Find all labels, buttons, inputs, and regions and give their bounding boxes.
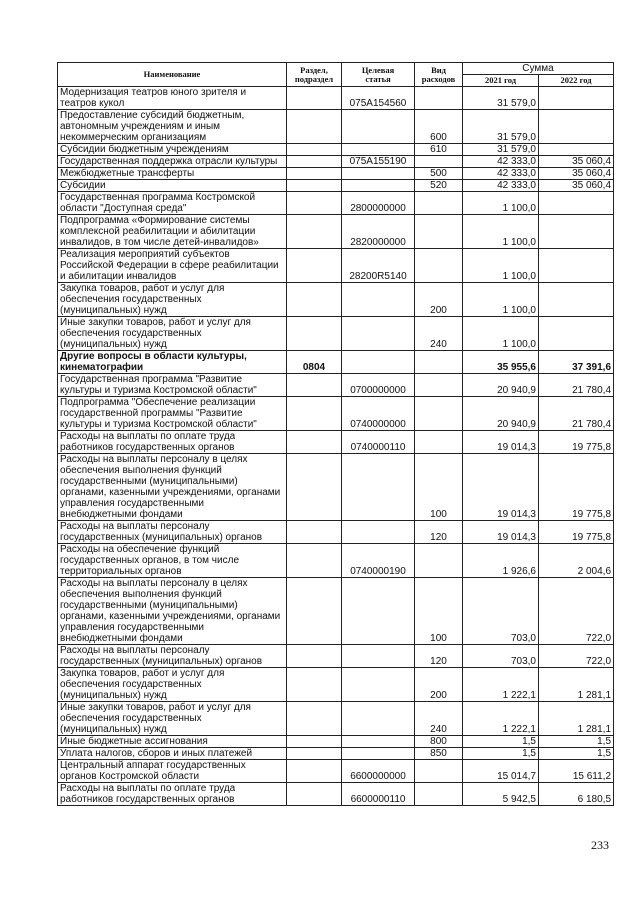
row-sum-2022: 21 780,4 <box>539 397 614 431</box>
table-row <box>58 748 614 760</box>
row-section <box>287 431 342 454</box>
row-sum-2022: 1,5 <box>539 736 614 748</box>
row-target-code <box>342 748 415 760</box>
row-section <box>287 283 342 317</box>
row-target-code <box>342 283 415 317</box>
row-target-code: 0700000000 <box>342 374 415 397</box>
row-name: Межбюджетные трансферты <box>58 168 287 180</box>
row-sum-2021: 31 579,0 <box>463 110 539 144</box>
row-section <box>287 748 342 760</box>
row-sum-2021: 1 222,1 <box>463 668 539 702</box>
row-sum-2022: 722,0 <box>539 645 614 668</box>
row-expense-type: 800 <box>415 736 463 748</box>
header-name: Наименование <box>58 63 287 87</box>
row-name: Субсидии <box>58 180 287 192</box>
row-expense-type <box>415 249 463 283</box>
row-target-code <box>342 702 415 736</box>
table-row <box>58 702 614 736</box>
header-target: Целевая статья <box>342 63 415 87</box>
row-expense-type: 610 <box>415 144 463 156</box>
row-sum-2021: 1 100,0 <box>463 317 539 351</box>
table-row <box>58 144 614 156</box>
row-target-code: 6600000000 <box>342 760 415 783</box>
row-target-code <box>342 351 415 374</box>
row-section <box>287 397 342 431</box>
row-sum-2022 <box>539 317 614 351</box>
row-target-code <box>342 645 415 668</box>
row-target-code: 075A155190 <box>342 156 415 168</box>
row-section <box>287 168 342 180</box>
row-target-code: 2800000000 <box>342 192 415 215</box>
row-expense-type: 200 <box>415 283 463 317</box>
row-name: Подпрограмма «Формирование системы комплексной реабилитации и абилитации инвалидов, в том числе детей-инвалидов» <box>58 215 287 249</box>
table-row <box>58 783 614 806</box>
row-sum-2022: 35 060,4 <box>539 156 614 168</box>
row-expense-type: 100 <box>415 578 463 645</box>
table-row <box>58 760 614 783</box>
row-expense-type: 240 <box>415 317 463 351</box>
budget-table <box>57 62 614 806</box>
table-row <box>58 521 614 544</box>
row-name: Субсидии бюджетным учреждениям <box>58 144 287 156</box>
table-row <box>58 87 614 110</box>
row-expense-type: 240 <box>415 702 463 736</box>
row-sum-2022: 1 281,1 <box>539 668 614 702</box>
table-body <box>58 87 614 806</box>
row-expense-type <box>415 215 463 249</box>
row-name: Модернизация театров юного зрителя и театров кукол <box>58 87 287 110</box>
row-sum-2022: 19 775,8 <box>539 431 614 454</box>
row-sum-2021: 42 333,0 <box>463 180 539 192</box>
row-target-code <box>342 521 415 544</box>
row-name: Иные закупки товаров, работ и услуг для обеспечения государственных (муниципальных) нужд <box>58 317 287 351</box>
row-section <box>287 521 342 544</box>
row-sum-2021: 1 100,0 <box>463 215 539 249</box>
row-target-code <box>342 736 415 748</box>
table-row <box>58 668 614 702</box>
row-name: Расходы на выплаты персоналу государственных (муниципальных) органов <box>58 645 287 668</box>
row-target-code: 0740000000 <box>342 397 415 431</box>
table-row <box>58 156 614 168</box>
row-expense-type <box>415 760 463 783</box>
row-sum-2021: 19 014,3 <box>463 454 539 521</box>
row-target-code <box>342 180 415 192</box>
row-section <box>287 249 342 283</box>
row-expense-type <box>415 192 463 215</box>
row-target-code: 0740000110 <box>342 431 415 454</box>
row-sum-2022: 35 060,4 <box>539 168 614 180</box>
row-sum-2022 <box>539 87 614 110</box>
row-section <box>287 668 342 702</box>
row-section <box>287 783 342 806</box>
page-number: 233 <box>591 838 609 852</box>
row-target-code: 2820000000 <box>342 215 415 249</box>
table-row <box>58 544 614 578</box>
table-row <box>58 283 614 317</box>
row-name: Закупка товаров, работ и услуг для обеспечения государственных (муниципальных) нужд <box>58 668 287 702</box>
table-row <box>58 192 614 215</box>
row-sum-2022: 15 611,2 <box>539 760 614 783</box>
row-section: 0804 <box>287 351 342 374</box>
row-name: Реализация мероприятий субъектов Российской Федерации в сфере реабилитации и абилитации инвалидов <box>58 249 287 283</box>
table-row <box>58 215 614 249</box>
row-target-code <box>342 144 415 156</box>
row-sum-2022: 19 775,8 <box>539 454 614 521</box>
row-name: Государственная программа Костромской области "Доступная среда" <box>58 192 287 215</box>
table-row <box>58 645 614 668</box>
row-section <box>287 144 342 156</box>
row-expense-type <box>415 397 463 431</box>
row-sum-2021: 1 100,0 <box>463 192 539 215</box>
table-row <box>58 454 614 521</box>
row-section <box>287 156 342 168</box>
row-name: Предоставление субсидий бюджетным, автономным учреждениям и иным некоммерческим организациям <box>58 110 287 144</box>
row-section <box>287 180 342 192</box>
row-section <box>287 760 342 783</box>
row-section <box>287 87 342 110</box>
row-section <box>287 454 342 521</box>
row-sum-2021: 20 940,9 <box>463 374 539 397</box>
row-sum-2021: 42 333,0 <box>463 168 539 180</box>
row-expense-type: 120 <box>415 645 463 668</box>
row-name: Государственная поддержка отрасли культуры <box>58 156 287 168</box>
row-name: Расходы на обеспечение функций государственных органов, в том числе территориальных органов <box>58 544 287 578</box>
table-row <box>58 110 614 144</box>
row-expense-type <box>415 156 463 168</box>
row-expense-type <box>415 783 463 806</box>
header-2021: 2021 год <box>463 75 539 87</box>
row-sum-2022 <box>539 110 614 144</box>
header-2022: 2022 год <box>539 75 614 87</box>
row-name: Уплата налогов, сборов и иных платежей <box>58 748 287 760</box>
table-row <box>58 351 614 374</box>
table-row <box>58 578 614 645</box>
row-sum-2021: 1 100,0 <box>463 249 539 283</box>
row-section <box>287 110 342 144</box>
row-sum-2021: 703,0 <box>463 645 539 668</box>
row-section <box>287 317 342 351</box>
row-sum-2022: 37 391,6 <box>539 351 614 374</box>
table-row <box>58 736 614 748</box>
row-name: Расходы на выплаты по оплате труда работников государственных органов <box>58 431 287 454</box>
row-section <box>287 578 342 645</box>
row-target-code <box>342 110 415 144</box>
row-section <box>287 544 342 578</box>
row-name: Расходы на выплаты персоналу государственных (муниципальных) органов <box>58 521 287 544</box>
row-sum-2022: 6 180,5 <box>539 783 614 806</box>
row-target-code: 075A154560 <box>342 87 415 110</box>
row-section <box>287 736 342 748</box>
header-type: Вид расходов <box>415 63 463 87</box>
row-expense-type <box>415 431 463 454</box>
row-sum-2021: 35 955,6 <box>463 351 539 374</box>
row-sum-2021: 31 579,0 <box>463 87 539 110</box>
row-name: Другие вопросы в области культуры, кинематографии <box>58 351 287 374</box>
row-sum-2022 <box>539 215 614 249</box>
row-target-code: 6600000110 <box>342 783 415 806</box>
row-name: Подпрограмма "Обеспечение реализации государственной программы "Развитие культуры и туризма Костромской области" <box>58 397 287 431</box>
row-name: Иные бюджетные ассигнования <box>58 736 287 748</box>
row-target-code <box>342 578 415 645</box>
row-sum-2022: 722,0 <box>539 578 614 645</box>
row-target-code <box>342 317 415 351</box>
row-target-code <box>342 168 415 180</box>
table-row <box>58 168 614 180</box>
row-sum-2022 <box>539 249 614 283</box>
row-sum-2021: 1,5 <box>463 748 539 760</box>
row-expense-type: 200 <box>415 668 463 702</box>
row-name: Расходы на выплаты по оплате труда работников государственных органов <box>58 783 287 806</box>
row-sum-2021: 5 942,5 <box>463 783 539 806</box>
table-row <box>58 374 614 397</box>
row-sum-2021: 15 014,7 <box>463 760 539 783</box>
row-section <box>287 645 342 668</box>
row-expense-type <box>415 87 463 110</box>
row-section <box>287 702 342 736</box>
table-row <box>58 431 614 454</box>
row-sum-2022 <box>539 144 614 156</box>
table-row <box>58 397 614 431</box>
table-row <box>58 249 614 283</box>
header-section: Раздел, подраздел <box>287 63 342 87</box>
row-sum-2021: 19 014,3 <box>463 521 539 544</box>
row-sum-2021: 1 100,0 <box>463 283 539 317</box>
row-name: Государственная программа "Развитие культуры и туризма Костромской области" <box>58 374 287 397</box>
row-section <box>287 215 342 249</box>
row-expense-type <box>415 544 463 578</box>
row-name: Расходы на выплаты персоналу в целях обеспечения выполнения функций государственными (муниципальными) органами, казенными учреждениями, органами управления государственными внебюджетными фондами <box>58 454 287 521</box>
header-sum: Сумма <box>463 63 614 75</box>
table-row <box>58 317 614 351</box>
row-sum-2021: 1 926,6 <box>463 544 539 578</box>
row-expense-type: 500 <box>415 168 463 180</box>
row-target-code <box>342 668 415 702</box>
row-sum-2021: 42 333,0 <box>463 156 539 168</box>
row-sum-2022: 35 060,4 <box>539 180 614 192</box>
row-sum-2022: 2 004,6 <box>539 544 614 578</box>
row-sum-2022 <box>539 192 614 215</box>
row-sum-2021: 19 014,3 <box>463 431 539 454</box>
row-sum-2021: 703,0 <box>463 578 539 645</box>
row-expense-type: 100 <box>415 454 463 521</box>
row-expense-type <box>415 374 463 397</box>
table-header <box>58 63 614 87</box>
row-name: Закупка товаров, работ и услуг для обеспечения государственных (муниципальных) нужд <box>58 283 287 317</box>
row-name: Иные закупки товаров, работ и услуг для обеспечения государственных (муниципальных) нужд <box>58 702 287 736</box>
row-sum-2021: 31 579,0 <box>463 144 539 156</box>
row-expense-type: 850 <box>415 748 463 760</box>
row-sum-2021: 20 940,9 <box>463 397 539 431</box>
row-sum-2022: 1 281,1 <box>539 702 614 736</box>
row-expense-type <box>415 351 463 374</box>
row-sum-2022: 19 775,8 <box>539 521 614 544</box>
row-name: Расходы на выплаты персоналу в целях обеспечения выполнения функций государственными (муниципальными) органами, казенными учреждениями, органами управления государственными внебюджетными фондами <box>58 578 287 645</box>
row-target-code <box>342 454 415 521</box>
row-expense-type: 600 <box>415 110 463 144</box>
row-sum-2022 <box>539 283 614 317</box>
row-expense-type: 520 <box>415 180 463 192</box>
row-target-code: 28200R5140 <box>342 249 415 283</box>
row-sum-2021: 1 222,1 <box>463 702 539 736</box>
row-target-code: 0740000190 <box>342 544 415 578</box>
row-sum-2022: 21 780,4 <box>539 374 614 397</box>
table-row <box>58 180 614 192</box>
row-sum-2021: 1,5 <box>463 736 539 748</box>
row-name: Центральный аппарат государственных органов Костромской области <box>58 760 287 783</box>
row-sum-2022: 1,5 <box>539 748 614 760</box>
row-expense-type: 120 <box>415 521 463 544</box>
row-section <box>287 374 342 397</box>
row-section <box>287 192 342 215</box>
